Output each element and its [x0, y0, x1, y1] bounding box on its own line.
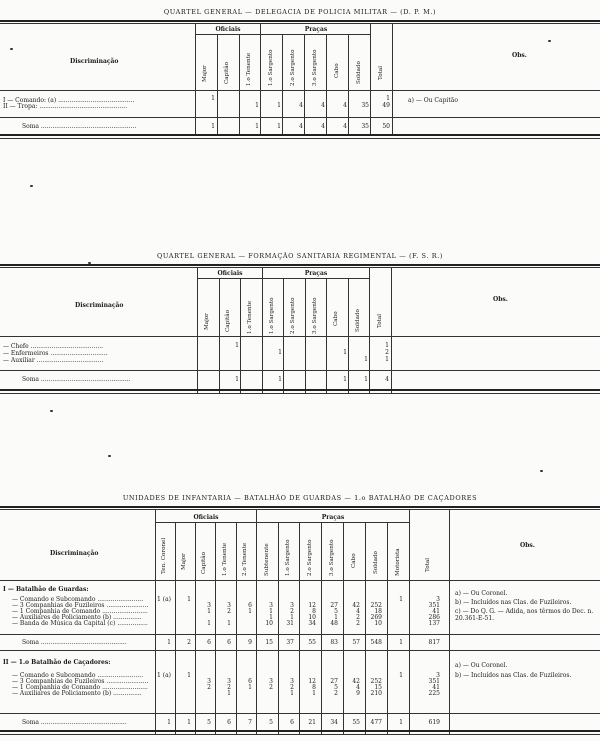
col-divider: [282, 34, 283, 134]
cell: 351: [428, 602, 440, 609]
cell: 3: [290, 678, 294, 685]
col-divider: [195, 522, 196, 735]
col-header: Cabo: [333, 311, 339, 326]
soma-cell: 55: [352, 719, 360, 726]
col-header: Capitão: [224, 62, 230, 84]
soma-rule: [0, 650, 600, 651]
col-header: 2.o Tenente: [242, 542, 248, 576]
soma-rule: [0, 117, 600, 118]
col-divider: [239, 34, 240, 134]
cell: 1: [399, 596, 403, 603]
cell: 4: [321, 102, 325, 109]
group-underline: [196, 34, 370, 35]
group-pracas: Praças: [304, 270, 328, 277]
cell: 12: [308, 602, 316, 609]
scan-speck: [30, 185, 33, 187]
cell: 1: [211, 95, 215, 102]
top-rule-thin: [0, 23, 600, 24]
cell: 210: [370, 690, 382, 697]
section-dpm: [0, 0, 600, 140]
cell: 137: [428, 620, 440, 627]
group-oficiais: Oficiais: [217, 270, 243, 277]
cell: 10: [374, 620, 382, 627]
cell: 1: [227, 690, 231, 697]
cell: 31: [286, 620, 294, 627]
col-header: 1.o Sargento: [268, 49, 274, 86]
col-header: 1.o Tenente: [247, 300, 253, 334]
soma-cell: 34: [330, 719, 338, 726]
col-divider: [409, 510, 410, 735]
row-label: — 3 Companhias de Fuzileiros ......................: [12, 602, 149, 609]
obs-header: Obs.: [512, 52, 527, 59]
cell: 2: [290, 684, 294, 691]
cell: 9: [356, 690, 360, 697]
col-divider: [155, 510, 156, 735]
cell: 12: [308, 678, 316, 685]
cell: 1: [227, 620, 231, 627]
cell: 1: [343, 349, 347, 356]
cell: 6: [248, 602, 252, 609]
soma-cell: 4: [299, 123, 303, 130]
scan-speck: [548, 40, 551, 42]
cell: 2: [356, 614, 360, 621]
cell: 42: [352, 602, 360, 609]
cell: 1: [248, 608, 252, 615]
soma-cell: 1: [187, 719, 191, 726]
row-label: — Auxiliares de Policiamento (b) ...............: [12, 690, 142, 697]
cell: 1: [187, 596, 191, 603]
scan-speck: [108, 455, 111, 457]
group-oficiais: Oficiais: [193, 514, 219, 521]
cell: 1: [248, 684, 252, 691]
soma-cell: 6: [227, 719, 231, 726]
row-label: — Comando e Subcomando ........................: [12, 672, 144, 679]
scan-speck: [88, 262, 91, 264]
cell: 1 (a): [157, 672, 171, 679]
soma-cell: 1: [255, 123, 259, 130]
cell: 3: [269, 602, 273, 609]
soma-cell: 83: [330, 639, 338, 646]
row-label: — Banda de Música da Capital (c) ................: [12, 620, 148, 627]
col-header: 3.o Sargento: [329, 539, 335, 576]
group-heading: II — 1.o Batalhão de Caçadores:: [3, 659, 111, 666]
cell: 4: [356, 608, 360, 615]
header-rule: [0, 336, 600, 337]
group-oficiais: Oficiais: [215, 26, 241, 33]
soma-cell: 7: [248, 719, 252, 726]
col-header: Total: [425, 557, 431, 572]
soma-cell: 817: [428, 639, 440, 646]
top-rule: [0, 264, 600, 266]
section-title: UNIDADES DE INFANTARIA — BATALHÃO DE GUARDAS — 1.o BATALHÃO DE CAÇADORES: [122, 494, 478, 502]
row-label: — Enfermeiros ..............................: [3, 350, 108, 357]
col-header: Motorista: [395, 548, 401, 576]
soma-cell: 4: [321, 123, 325, 130]
cell: 27: [330, 678, 338, 685]
note: c) — Do Q. G. — Adida, nos têrmos do Dec. n. 20.361-E-51.: [455, 608, 594, 622]
col-divider: [304, 34, 305, 134]
col-header: 2.o Sargento: [307, 539, 313, 576]
cell: 35: [361, 102, 369, 109]
row-label: — Chefe ......................................: [3, 343, 104, 350]
soma-label: Soma .............................................: [22, 719, 127, 726]
soma-cell: 2: [187, 639, 191, 646]
header-rule: [0, 90, 600, 91]
discriminacao-header: Discriminação: [70, 58, 119, 65]
col-header: Capitão: [201, 552, 207, 574]
group-underline: [198, 278, 370, 279]
col-divider: [175, 522, 176, 735]
cell: 1: [385, 356, 389, 363]
cell: 1: [386, 95, 390, 102]
col-header: Subtenente: [264, 543, 270, 576]
soma-rule: [0, 713, 600, 714]
cell: 1: [235, 342, 239, 349]
col-header: Major: [204, 313, 210, 330]
soma-cell: 619: [428, 719, 440, 726]
row-label: — Comando e Subcomando ........................: [12, 596, 144, 603]
soma-label: Soma ..................................................: [22, 123, 137, 130]
col-header: Capitão: [225, 310, 231, 332]
group-underline: [156, 522, 409, 523]
row-label: — 3 Companhias de Fuzileiros ......................: [12, 678, 149, 685]
cell: 1: [187, 672, 191, 679]
scan-speck: [10, 48, 13, 50]
soma-cell: 1: [211, 123, 215, 130]
col-header: 2.o Sargento: [290, 297, 296, 334]
cell: 1: [207, 620, 211, 627]
cell: 10: [265, 620, 273, 627]
cell: 2: [227, 608, 231, 615]
cell: 18: [374, 608, 382, 615]
cell: 1: [312, 690, 316, 697]
col-header: Cabo: [334, 63, 340, 78]
note: b) — Incluídos nas Clas. de Fuzileiros.: [455, 599, 572, 606]
soma-cell: 1: [278, 376, 282, 383]
soma-cell: 37: [286, 639, 294, 646]
group-pracas: Praças: [321, 514, 345, 521]
col-header: Cabo: [351, 553, 357, 568]
cell: 225: [428, 690, 440, 697]
soma-rule: [0, 634, 600, 635]
cell: 3: [269, 678, 273, 685]
cell: 1 (a): [157, 596, 171, 603]
cell: 2: [334, 690, 338, 697]
col-header: 1.o Sargento: [269, 297, 275, 334]
cell: 1: [399, 672, 403, 679]
bottom-rule-thin: [0, 734, 600, 735]
soma-cell: 5: [269, 719, 273, 726]
col-divider: [197, 268, 198, 393]
soma-cell: 15: [265, 639, 273, 646]
cell: 1: [269, 614, 273, 621]
soma-cell: 1: [399, 719, 403, 726]
col-header: Soldado: [356, 61, 362, 84]
obs-header: Obs.: [493, 296, 508, 303]
col-divider: [262, 268, 263, 393]
soma-cell: 1: [235, 376, 239, 383]
cell: 3: [436, 672, 440, 679]
cell: 34: [308, 620, 316, 627]
soma-cell: 21: [308, 719, 316, 726]
cell: 1: [278, 349, 282, 356]
bottom-rule: [0, 730, 600, 732]
cell: 42: [352, 678, 360, 685]
col-divider: [369, 268, 370, 393]
col-divider: [449, 510, 450, 735]
cell: 3: [227, 602, 231, 609]
cell: 4: [343, 102, 347, 109]
cell: 351: [428, 678, 440, 685]
top-rule-thin: [0, 267, 600, 268]
cell: 6: [248, 678, 252, 685]
cell: 2: [356, 620, 360, 627]
scan-speck: [50, 410, 53, 412]
col-header: Major: [202, 65, 208, 82]
soma-label: Soma .............................................: [22, 639, 127, 646]
col-header: Total: [377, 313, 383, 328]
discriminacao-header: Discriminação: [50, 550, 99, 557]
row-label: I — Comando: (a) ........................................: [3, 97, 135, 104]
cell: 4: [299, 102, 303, 109]
col-divider: [326, 34, 327, 134]
cell: 41: [432, 684, 440, 691]
col-divider: [215, 522, 216, 735]
col-divider: [321, 522, 322, 735]
col-divider: [343, 522, 344, 735]
soma-cell: 35: [361, 123, 369, 130]
soma-cell: 1: [343, 376, 347, 383]
note: a) — Ou Coronel.: [455, 590, 508, 597]
col-header: Soldado: [355, 309, 361, 332]
scan-speck: [540, 470, 543, 472]
soma-cell: 6: [227, 639, 231, 646]
cell: 3: [290, 602, 294, 609]
col-header: 3.o Sargento: [312, 49, 318, 86]
col-divider: [299, 522, 300, 735]
cell: 49: [382, 102, 390, 109]
note: b) — Incluídos nas Clas. de Fuzileiros.: [455, 672, 572, 679]
cell: 1: [364, 356, 368, 363]
col-header: Total: [378, 65, 384, 80]
col-header: Major: [181, 553, 187, 570]
cell: 2: [290, 608, 294, 615]
cell: 5: [334, 684, 338, 691]
cell: 1: [269, 608, 273, 615]
section-title: QUARTEL GENERAL — DELEGACIA DE POLICIA MILITAR — (D. P. M.): [163, 8, 437, 16]
bottom-rule-thin: [0, 393, 600, 394]
top-rule: [0, 506, 600, 508]
cell: 3: [207, 602, 211, 609]
col-header: 1.o Tenente: [246, 52, 252, 86]
row-label: — Auxiliares de Policiamento (b) ...............: [12, 614, 142, 621]
section-infantaria: [0, 492, 600, 741]
note: a) — Ou Coronel.: [455, 662, 508, 669]
col-divider: [217, 34, 218, 134]
cell: 269: [370, 614, 382, 621]
cell: 1: [255, 102, 259, 109]
row-label: II — Tropa: ..............................................: [3, 103, 128, 110]
soma-cell: 57: [352, 639, 360, 646]
header-rule: [0, 580, 600, 581]
cell: 1: [290, 690, 294, 697]
cell: 286: [428, 614, 440, 621]
col-header: 1.o Sargento: [285, 539, 291, 576]
top-rule: [0, 20, 600, 22]
bottom-rule: [0, 389, 600, 391]
cell: 48: [330, 620, 338, 627]
soma-cell: 1: [364, 376, 368, 383]
cell: 2: [269, 684, 273, 691]
cell: 4: [356, 684, 360, 691]
soma-cell: 4: [343, 123, 347, 130]
cell: 5: [334, 608, 338, 615]
col-divider: [365, 522, 366, 735]
bottom-rule-thin: [0, 138, 600, 139]
soma-cell: 6: [207, 639, 211, 646]
col-header: 3.o Sargento: [312, 297, 318, 334]
soma-cell: 1: [277, 123, 281, 130]
soma-cell: 55: [308, 639, 316, 646]
obs-header: Obs.: [520, 542, 535, 549]
cell: 3: [227, 678, 231, 685]
col-header: 2.o Sargento: [290, 49, 296, 86]
soma-cell: 1: [167, 639, 171, 646]
cell: 1: [277, 102, 281, 109]
note: a) — Ou Capitão: [408, 97, 458, 104]
soma-cell: 50: [382, 123, 390, 130]
soma-cell: 4: [385, 376, 389, 383]
cell: 15: [374, 684, 382, 691]
cell: 1: [207, 608, 211, 615]
group-heading: I — Batalhão de Guardas:: [3, 586, 89, 593]
cell: 1: [385, 342, 389, 349]
cell: 2: [207, 684, 211, 691]
cell: 1: [290, 614, 294, 621]
soma-cell: 5: [207, 719, 211, 726]
col-divider: [348, 34, 349, 134]
section-fsr: [0, 250, 600, 400]
group-pracas: Praças: [304, 26, 328, 33]
cell: 2: [227, 684, 231, 691]
discriminacao-header: Discriminação: [75, 302, 124, 309]
row-label: — Auxiliar ...................................: [3, 357, 104, 364]
soma-cell: 1: [399, 639, 403, 646]
cell: 8: [312, 608, 316, 615]
soma-cell: 6: [290, 719, 294, 726]
soma-rule: [0, 370, 600, 371]
cell: 3: [436, 596, 440, 603]
cell: 41: [432, 608, 440, 615]
soma-cell: 9: [248, 639, 252, 646]
cell: 252: [370, 678, 382, 685]
top-rule-thin: [0, 509, 600, 510]
cell: 27: [330, 602, 338, 609]
col-divider: [236, 522, 237, 735]
col-header: Soldado: [373, 551, 379, 574]
col-divider: [278, 522, 279, 735]
cell: 252: [370, 602, 382, 609]
bottom-rule: [0, 134, 600, 136]
col-divider: [391, 268, 392, 393]
soma-label: Soma ...............................................: [22, 376, 131, 383]
col-header: Ten. Coronel: [161, 537, 167, 574]
col-divider: [387, 522, 388, 735]
row-label: — 1 Companhia de Comando ........................: [12, 684, 148, 691]
row-label: — 1 Companhia de Comando ........................: [12, 608, 148, 615]
cell: 3: [207, 678, 211, 685]
soma-cell: 1: [167, 719, 171, 726]
section-title: QUARTEL GENERAL — FORMAÇÃO SANITARIA REGIMENTAL — (F. S. R.): [156, 252, 444, 260]
cell: 10: [308, 614, 316, 621]
cell: 1: [334, 614, 338, 621]
cell: 8: [312, 684, 316, 691]
soma-cell: 477: [370, 719, 382, 726]
cell: 2: [385, 349, 389, 356]
soma-cell: 548: [370, 639, 382, 646]
col-header: 1.o Tenente: [222, 542, 228, 576]
